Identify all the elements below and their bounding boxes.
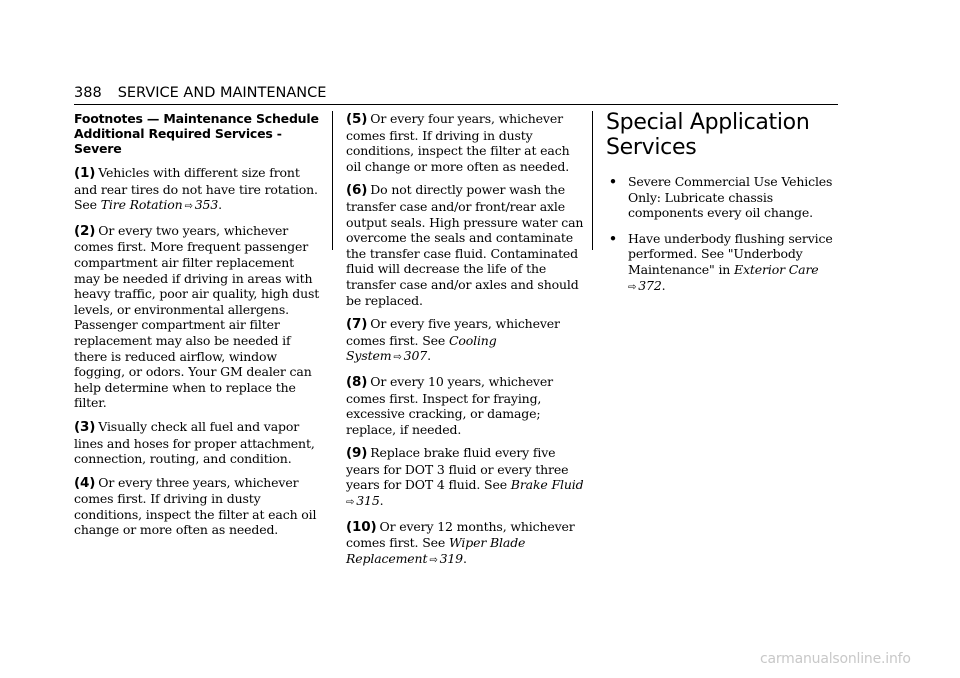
footnote-text: Visually check all fuel and vapor lines and hoses for proper attachment, connection, routing, and condition. xyxy=(74,418,315,467)
column-3 xyxy=(606,111,838,305)
page-header xyxy=(74,84,838,105)
page-arrow-icon: ⇨ xyxy=(393,352,402,364)
footnotes-title: Footnotes — Maintenance Schedule Additional Required Services - Severe xyxy=(74,111,319,156)
page-reference[interactable]: 319 xyxy=(439,550,463,566)
list-item xyxy=(606,174,838,221)
footnote-text: Or every two years, whichever comes first. More frequent passenger compartment air filter replacement may be needed if driving in areas with heavy traffic, poor air quality, high dust levels, or environmental allergens. Passenger compartment air filter replacement may also be needed if there is reduced airflow, window fogging, or odors. Your GM dealer can help determine when to replace the filter. xyxy=(74,222,320,411)
footnote-2 xyxy=(74,223,320,411)
page-arrow-icon: ⇨ xyxy=(184,201,193,213)
footnote-punct: . xyxy=(463,550,467,566)
footnote-number: (9) xyxy=(346,445,368,462)
page-arrow-icon: ⇨ xyxy=(429,554,438,566)
cross-reference-link[interactable]: Brake Fluid xyxy=(510,477,584,493)
watermark: carmanualsonline.info xyxy=(760,651,911,667)
list-item xyxy=(606,231,838,295)
footnote-4 xyxy=(74,475,320,538)
page-arrow-icon: ⇨ xyxy=(628,281,637,293)
footnote-number: (5) xyxy=(346,111,368,127)
footnote-text: Or every three years, whichever comes first. If driving in dusty conditions, inspect the filter at each oil change or more often as needed. xyxy=(74,474,317,538)
page-number: 388 xyxy=(74,85,102,101)
page-reference[interactable]: 315 xyxy=(356,493,380,509)
footnote-number: (8) xyxy=(346,373,368,390)
list-item-text: Severe Commercial Use Vehicles Only: Lubricate chassis components every oil change. xyxy=(628,174,833,221)
footnote-5 xyxy=(346,111,584,174)
footnote-8 xyxy=(346,374,584,437)
footnote-text: Or every 12 months, whichever comes first. See xyxy=(346,518,575,551)
footnote-text: Or every 10 years, whichever comes first. Inspect for fraying, excessive cracking, or damage; replace, if needed. xyxy=(346,373,553,437)
special-services-heading: Special Application Services xyxy=(606,110,810,160)
bullet-icon: • xyxy=(609,174,617,189)
footnote-number: (6) xyxy=(346,182,368,199)
page-reference[interactable]: 307 xyxy=(403,348,428,364)
special-services-list xyxy=(606,174,838,295)
column-2 xyxy=(346,111,584,576)
cross-reference-link[interactable]: Tire Rotation xyxy=(100,197,183,213)
footnote-number: (10) xyxy=(346,518,377,535)
footnote-number: (1) xyxy=(74,165,96,181)
page-arrow-icon: ⇨ xyxy=(346,497,355,509)
footnote-9 xyxy=(346,445,584,510)
footnote-text: Vehicles with different size front and rear tires do not have tire rotation. See xyxy=(74,165,318,213)
footnote-10 xyxy=(346,519,584,569)
footnote-number: (2) xyxy=(74,222,96,239)
footnote-text: Or every four years, whichever comes first. If driving in dusty conditions, inspect the filter at each oil change or more often as needed. xyxy=(346,111,570,174)
bullet-icon: • xyxy=(609,230,617,246)
cross-reference-link[interactable]: Cooling System xyxy=(346,332,497,364)
footnote-text: Or every five years, whichever comes first. See xyxy=(346,316,560,348)
footnote-number: (3) xyxy=(74,418,96,435)
cross-reference-link[interactable]: Wiper Blade Replacement xyxy=(346,535,526,566)
column-1 xyxy=(74,111,320,546)
section-title: SERVICE AND MAINTENANCE xyxy=(117,85,327,101)
footnote-punct: . xyxy=(379,493,384,509)
column-divider-1 xyxy=(332,111,333,250)
page-reference[interactable]: 353 xyxy=(194,197,219,213)
column-divider-2 xyxy=(592,111,593,250)
page-reference[interactable]: 372 xyxy=(638,277,662,293)
footnote-3 xyxy=(74,419,320,467)
footnote-6 xyxy=(346,182,584,308)
footnote-number: (7) xyxy=(346,316,368,333)
footnote-7 xyxy=(346,316,584,366)
footnote-punct: . xyxy=(427,348,431,364)
footnote-text: Do not directly power wash the transfer case and/or front/rear axle output seals. High pressure water can overcome the seals and contaminate the transfer case fluid. Contaminated fluid will decrease the life of the transfer case and/or axles and should be replaced. xyxy=(346,182,584,308)
footnote-1 xyxy=(74,165,320,215)
footnote-number: (4) xyxy=(74,474,96,491)
footnote-punct: . xyxy=(218,197,222,213)
footnote-text: Replace brake fluid every five years for DOT 3 fluid or every three years for DOT 4 fluid. See xyxy=(346,445,569,493)
cross-reference-link[interactable]: Exterior Care xyxy=(734,261,819,277)
list-item-text: Have underbody flushing service performed. See "Underbody Maintenance" in xyxy=(628,230,833,277)
list-item-punct: . xyxy=(661,277,666,293)
